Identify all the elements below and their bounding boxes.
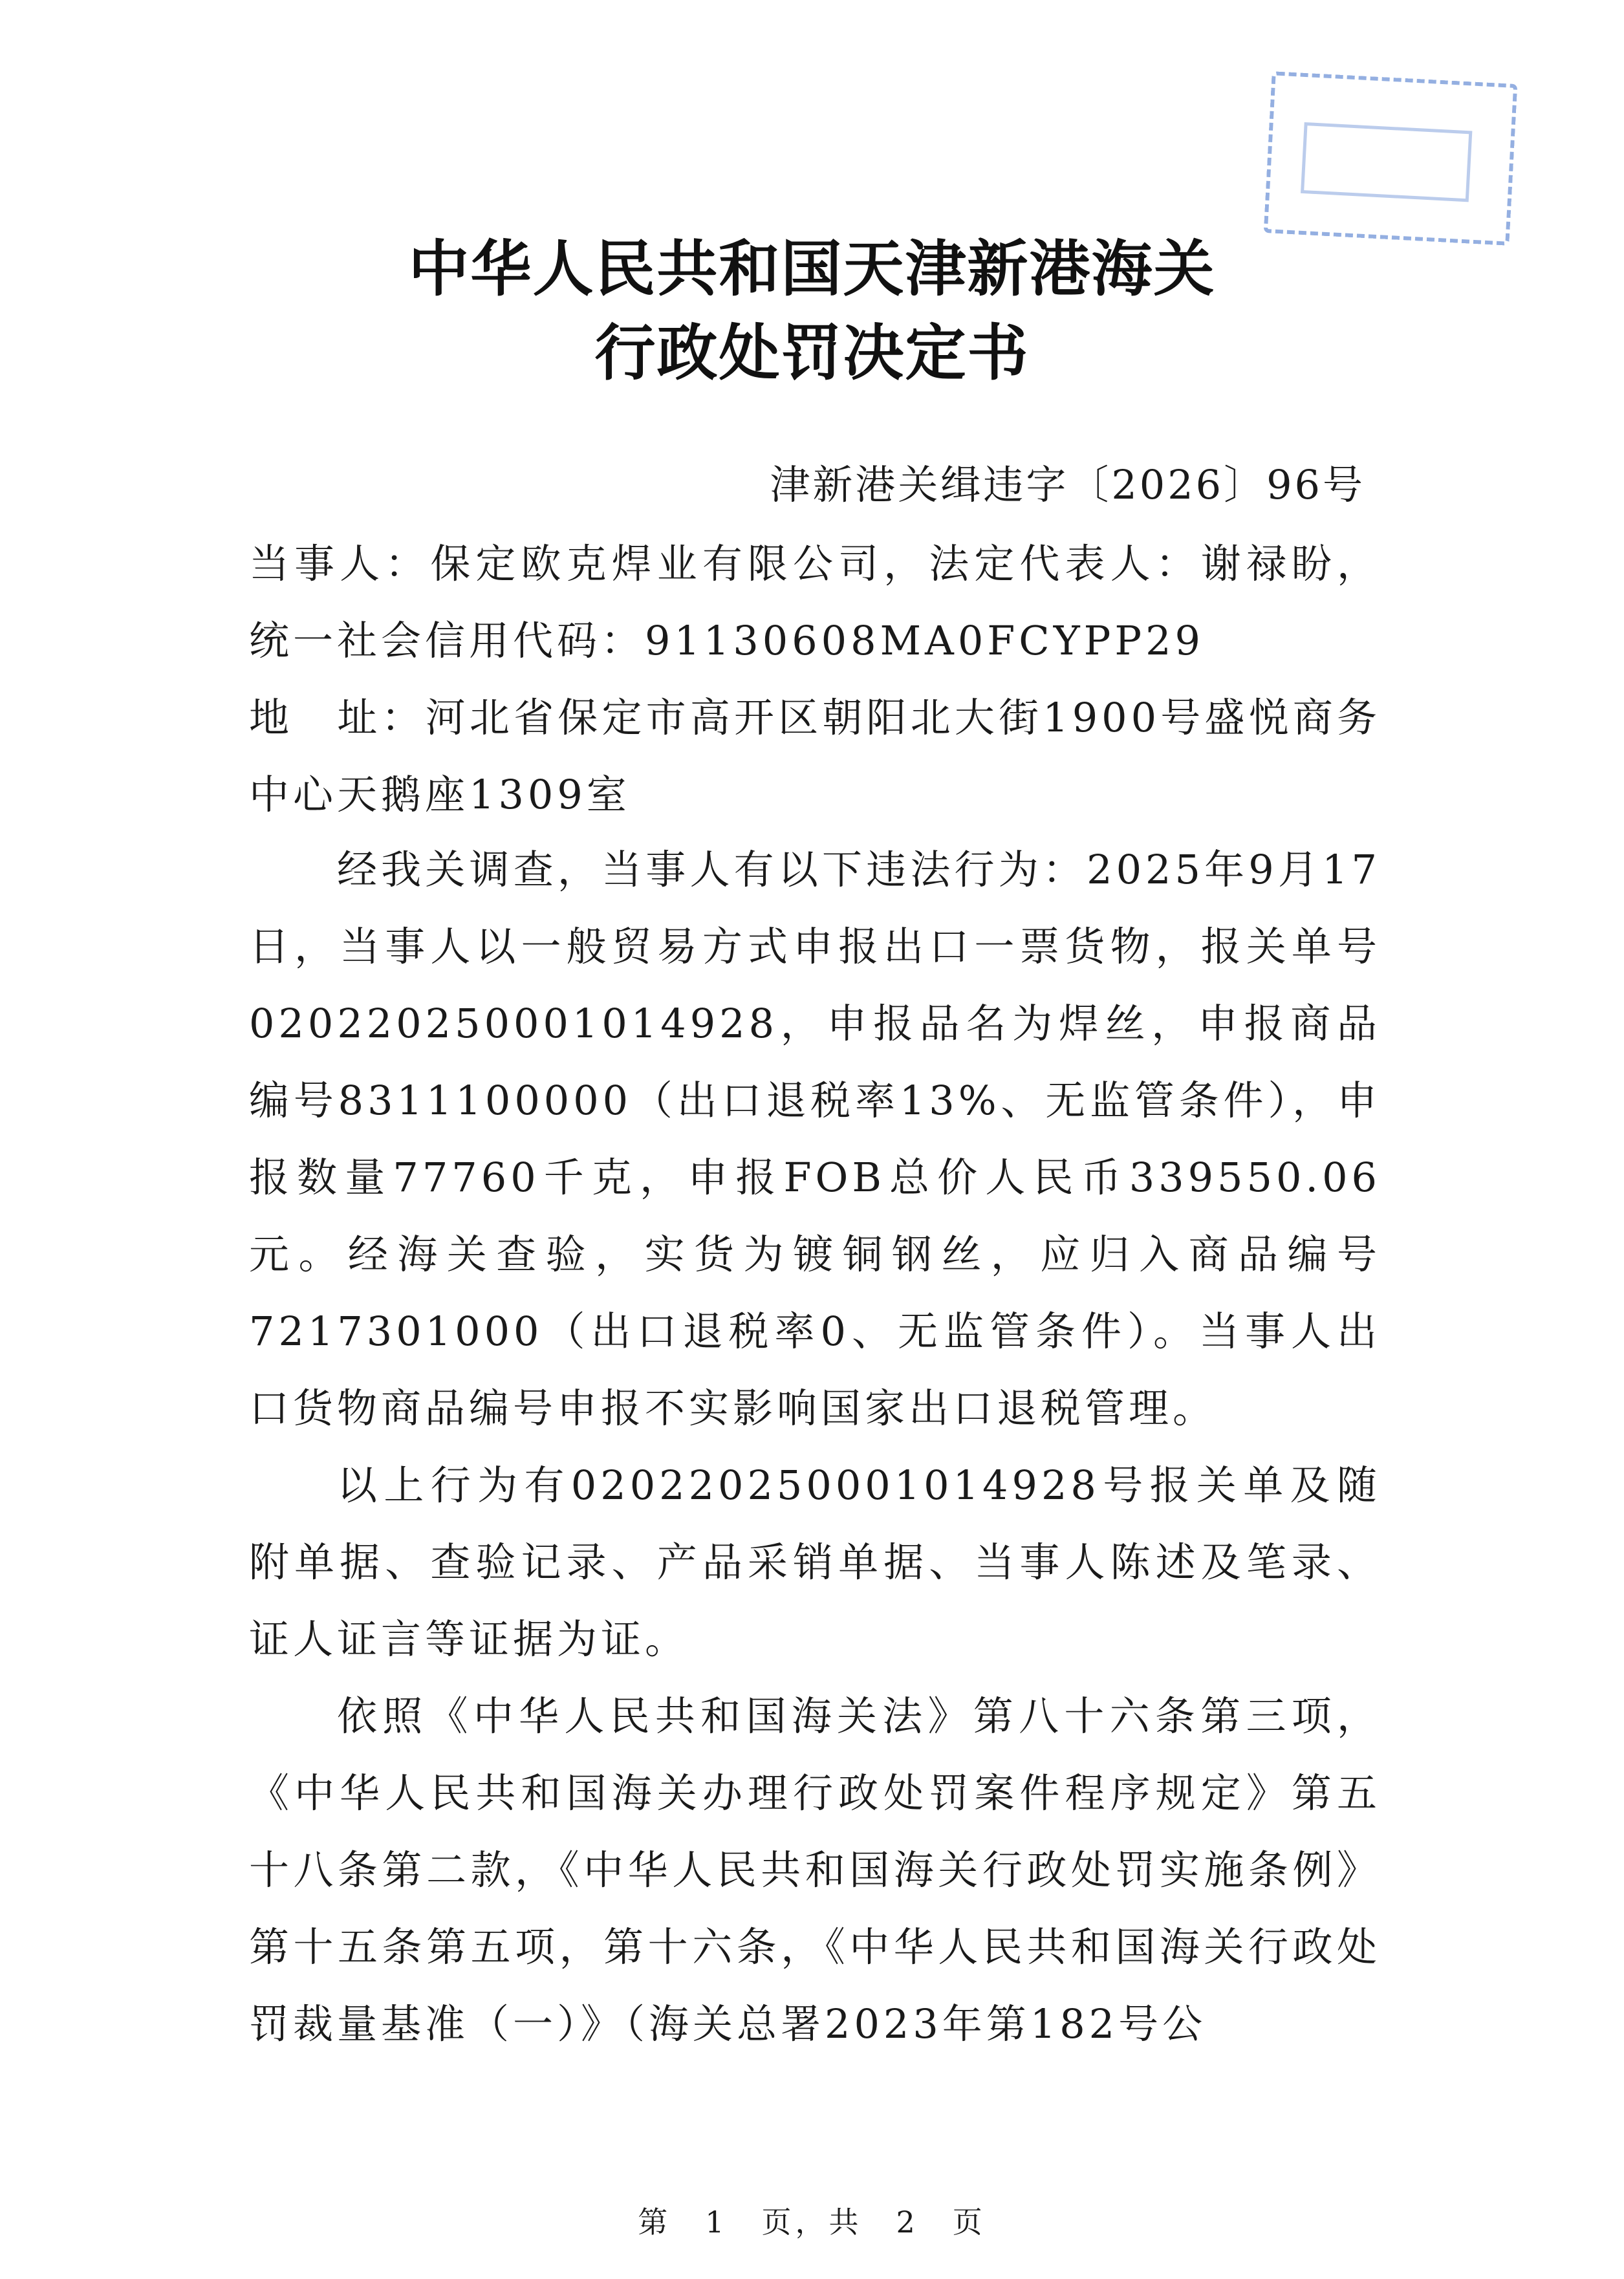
document-title-line2: 行政处罚决定书 (594, 318, 1030, 389)
stamp-inner-frame (1301, 122, 1472, 202)
paragraph-evidence: 以上行为有020220250001014928号报关单及随附单据、查验记录、产品采销单据、当事人陈述及笔录、证人证言等证据为证。 (249, 1462, 1381, 1663)
decision-body (249, 831, 1381, 2062)
page-footer: 第 1 页，共 2 页 (638, 2205, 986, 2240)
paragraph-violation: 经我关调查，当事人有以下违法行为：2025年9月17日，当事人以一般贸易方式申报出口一票货物，报关单号020220250001014928，申报品名为焊丝，申报商品编号8311100000（出口退税率13%、无监管条件），申报数量77760千克，申报FOB总价人民币339550.06元。经海关查验，实货为镀铜钢丝，应归入商品编号7217301000（出口退税率0、无监管条件）。当事人出口货物商品编号申报不实影响国家出口退税管理。 (249, 846, 1381, 1432)
party-info (249, 525, 1381, 833)
paragraph-legal-basis: 依照《中华人民共和国海关法》第八十六条第三项，《中华人民共和国海关办理行政处罚案件程序规定》第五十八条第二款，《中华人民共和国海关行政处罚实施条例》第十五条第五项，第十六条，《中华人民共和国海关行政处罚裁量基准（一）》（海关总署2023年第182号公 (249, 1692, 1381, 2047)
address-line: 地 址：河北省保定市高开区朝阳北大街1900号盛悦商务中心天鹅座1309室 (249, 694, 1381, 818)
document-number: 津新港关缉违字〔2026〕96号 (770, 461, 1365, 508)
party-line: 当事人：保定欧克焊业有限公司，法定代表人：谢禄盼，统一社会信用代码：91130608MA0FCYPP29 (249, 540, 1381, 664)
document-title-line1: 中华人民共和国天津新港海关 (408, 234, 1216, 305)
